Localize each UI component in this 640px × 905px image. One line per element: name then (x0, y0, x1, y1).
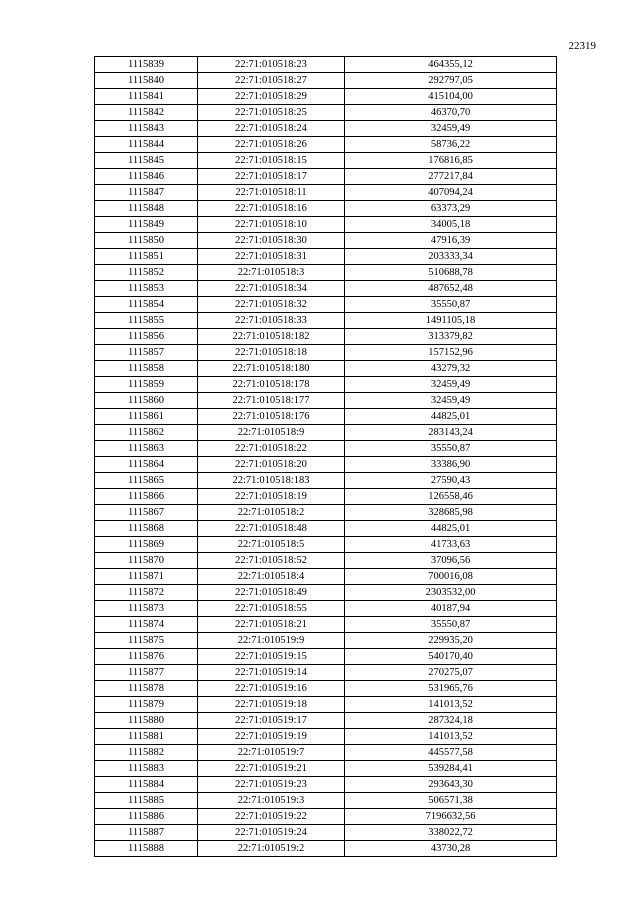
table-row (95, 489, 557, 505)
cadastral-number-cell: 22:71:010518:9 (198, 425, 345, 441)
record-number-cell: 1115868 (95, 521, 198, 537)
cadastral-number-cell: 22:71:010518:30 (198, 233, 345, 249)
cadastral-number-cell: 22:71:010519:16 (198, 681, 345, 697)
value-cell: 539284,41 (345, 761, 557, 777)
record-number-cell: 1115869 (95, 537, 198, 553)
record-number-cell: 1115879 (95, 697, 198, 713)
record-number-cell: 1115857 (95, 345, 198, 361)
cadastral-number-cell: 22:71:010519:14 (198, 665, 345, 681)
value-cell: 510688,78 (345, 265, 557, 281)
record-number-cell: 1115855 (95, 313, 198, 329)
cadastral-number-cell: 22:71:010518:16 (198, 201, 345, 217)
table-row (95, 681, 557, 697)
cadastral-number-cell: 22:71:010518:25 (198, 105, 345, 121)
cadastral-number-cell: 22:71:010518:32 (198, 297, 345, 313)
value-cell: 487652,48 (345, 281, 557, 297)
table-row (95, 217, 557, 233)
record-number-cell: 1115850 (95, 233, 198, 249)
cadastral-number-cell: 22:71:010518:27 (198, 73, 345, 89)
value-cell: 1491105,18 (345, 313, 557, 329)
value-cell: 176816,85 (345, 153, 557, 169)
record-number-cell: 1115880 (95, 713, 198, 729)
record-number-cell: 1115842 (95, 105, 198, 121)
table-row (95, 585, 557, 601)
cadastral-number-cell: 22:71:010518:31 (198, 249, 345, 265)
value-cell: 328685,98 (345, 505, 557, 521)
record-number-cell: 1115839 (95, 57, 198, 73)
table-body (95, 57, 557, 857)
value-cell: 292797,05 (345, 73, 557, 89)
cadastral-number-cell: 22:71:010519:9 (198, 633, 345, 649)
record-number-cell: 1115884 (95, 777, 198, 793)
cadastral-number-cell: 22:71:010518:182 (198, 329, 345, 345)
value-cell: 277217,84 (345, 169, 557, 185)
table-row (95, 569, 557, 585)
record-number-cell: 1115875 (95, 633, 198, 649)
table-row (95, 601, 557, 617)
table-row (95, 633, 557, 649)
record-number-cell: 1115840 (95, 73, 198, 89)
table-row (95, 121, 557, 137)
value-cell: 43279,32 (345, 361, 557, 377)
table-row (95, 361, 557, 377)
cadastral-number-cell: 22:71:010518:19 (198, 489, 345, 505)
table-row (95, 521, 557, 537)
record-number-cell: 1115847 (95, 185, 198, 201)
cadastral-number-cell: 22:71:010519:7 (198, 745, 345, 761)
record-number-cell: 1115883 (95, 761, 198, 777)
value-cell: 203333,34 (345, 249, 557, 265)
cadastral-number-cell: 22:71:010519:15 (198, 649, 345, 665)
cadastral-number-cell: 22:71:010519:22 (198, 809, 345, 825)
value-cell: 63373,29 (345, 201, 557, 217)
record-number-cell: 1115888 (95, 841, 198, 857)
table-row (95, 281, 557, 297)
record-number-cell: 1115843 (95, 121, 198, 137)
table-row (95, 473, 557, 489)
cadastral-number-cell: 22:71:010518:3 (198, 265, 345, 281)
value-cell: 40187,94 (345, 601, 557, 617)
cadastral-number-cell: 22:71:010518:176 (198, 409, 345, 425)
record-number-cell: 1115872 (95, 585, 198, 601)
table-row (95, 89, 557, 105)
value-cell: 47916,39 (345, 233, 557, 249)
cadastral-number-cell: 22:71:010518:52 (198, 553, 345, 569)
cadastral-number-cell: 22:71:010518:22 (198, 441, 345, 457)
table-row (95, 841, 557, 857)
value-cell: 35550,87 (345, 297, 557, 313)
value-cell: 2303532,00 (345, 585, 557, 601)
value-cell: 41733,63 (345, 537, 557, 553)
value-cell: 141013,52 (345, 729, 557, 745)
table-row (95, 233, 557, 249)
value-cell: 7196632,56 (345, 809, 557, 825)
record-number-cell: 1115887 (95, 825, 198, 841)
record-number-cell: 1115845 (95, 153, 198, 169)
cadastral-number-cell: 22:71:010518:10 (198, 217, 345, 233)
cadastral-number-cell: 22:71:010519:21 (198, 761, 345, 777)
cadastral-table (94, 56, 557, 857)
cadastral-number-cell: 22:71:010518:20 (198, 457, 345, 473)
cadastral-number-cell: 22:71:010518:178 (198, 377, 345, 393)
value-cell: 32459,49 (345, 377, 557, 393)
table-row (95, 425, 557, 441)
cadastral-number-cell: 22:71:010518:21 (198, 617, 345, 633)
cadastral-number-cell: 22:71:010519:2 (198, 841, 345, 857)
record-number-cell: 1115853 (95, 281, 198, 297)
record-number-cell: 1115864 (95, 457, 198, 473)
cadastral-number-cell: 22:71:010518:4 (198, 569, 345, 585)
record-number-cell: 1115865 (95, 473, 198, 489)
cadastral-number-cell: 22:71:010518:2 (198, 505, 345, 521)
value-cell: 34005,18 (345, 217, 557, 233)
table-row (95, 409, 557, 425)
record-number-cell: 1115861 (95, 409, 198, 425)
record-number-cell: 1115876 (95, 649, 198, 665)
table-row (95, 553, 557, 569)
table-row (95, 729, 557, 745)
value-cell: 32459,49 (345, 393, 557, 409)
table-row (95, 73, 557, 89)
table-row (95, 185, 557, 201)
cadastral-number-cell: 22:71:010518:5 (198, 537, 345, 553)
record-number-cell: 1115866 (95, 489, 198, 505)
value-cell: 313379,82 (345, 329, 557, 345)
record-number-cell: 1115874 (95, 617, 198, 633)
table-row (95, 777, 557, 793)
record-number-cell: 1115848 (95, 201, 198, 217)
record-number-cell: 1115867 (95, 505, 198, 521)
record-number-cell: 1115870 (95, 553, 198, 569)
cadastral-number-cell: 22:71:010518:23 (198, 57, 345, 73)
table-row (95, 153, 557, 169)
value-cell: 293643,30 (345, 777, 557, 793)
record-number-cell: 1115871 (95, 569, 198, 585)
value-cell: 32459,49 (345, 121, 557, 137)
cadastral-number-cell: 22:71:010518:180 (198, 361, 345, 377)
value-cell: 338022,72 (345, 825, 557, 841)
value-cell: 126558,46 (345, 489, 557, 505)
table-row (95, 57, 557, 73)
value-cell: 35550,87 (345, 617, 557, 633)
record-number-cell: 1115852 (95, 265, 198, 281)
table-row (95, 617, 557, 633)
cadastral-number-cell: 22:71:010518:34 (198, 281, 345, 297)
page-number: 22319 (568, 40, 596, 52)
cadastral-number-cell: 22:71:010519:3 (198, 793, 345, 809)
table-row (95, 745, 557, 761)
cadastral-number-cell: 22:71:010519:23 (198, 777, 345, 793)
record-number-cell: 1115881 (95, 729, 198, 745)
cadastral-number-cell: 22:71:010518:177 (198, 393, 345, 409)
cadastral-number-cell: 22:71:010518:33 (198, 313, 345, 329)
table-row (95, 761, 557, 777)
value-cell: 229935,20 (345, 633, 557, 649)
record-number-cell: 1115856 (95, 329, 198, 345)
value-cell: 540170,40 (345, 649, 557, 665)
value-cell: 141013,52 (345, 697, 557, 713)
value-cell: 531965,76 (345, 681, 557, 697)
table-row (95, 665, 557, 681)
value-cell: 37096,56 (345, 553, 557, 569)
value-cell: 58736,22 (345, 137, 557, 153)
record-number-cell: 1115863 (95, 441, 198, 457)
table-row (95, 649, 557, 665)
value-cell: 270275,07 (345, 665, 557, 681)
cadastral-number-cell: 22:71:010518:48 (198, 521, 345, 537)
cadastral-number-cell: 22:71:010518:55 (198, 601, 345, 617)
record-number-cell: 1115877 (95, 665, 198, 681)
table-row (95, 201, 557, 217)
table-row (95, 297, 557, 313)
value-cell: 157152,96 (345, 345, 557, 361)
cadastral-number-cell: 22:71:010518:49 (198, 585, 345, 601)
table-row (95, 105, 557, 121)
value-cell: 33386,90 (345, 457, 557, 473)
value-cell: 445577,58 (345, 745, 557, 761)
cadastral-number-cell: 22:71:010518:24 (198, 121, 345, 137)
value-cell: 46370,70 (345, 105, 557, 121)
record-number-cell: 1115873 (95, 601, 198, 617)
table-row (95, 793, 557, 809)
value-cell: 700016,08 (345, 569, 557, 585)
value-cell: 464355,12 (345, 57, 557, 73)
cadastral-number-cell: 22:71:010518:17 (198, 169, 345, 185)
value-cell: 506571,38 (345, 793, 557, 809)
record-number-cell: 1115878 (95, 681, 198, 697)
cadastral-number-cell: 22:71:010518:11 (198, 185, 345, 201)
table-row (95, 377, 557, 393)
record-number-cell: 1115885 (95, 793, 198, 809)
value-cell: 43730,28 (345, 841, 557, 857)
table-row (95, 393, 557, 409)
cadastral-number-cell: 22:71:010518:26 (198, 137, 345, 153)
record-number-cell: 1115841 (95, 89, 198, 105)
table-row (95, 457, 557, 473)
record-number-cell: 1115849 (95, 217, 198, 233)
record-number-cell: 1115846 (95, 169, 198, 185)
table-row (95, 329, 557, 345)
record-number-cell: 1115860 (95, 393, 198, 409)
table-row (95, 249, 557, 265)
record-number-cell: 1115854 (95, 297, 198, 313)
cadastral-number-cell: 22:71:010519:24 (198, 825, 345, 841)
table-row (95, 537, 557, 553)
table-row (95, 345, 557, 361)
table-row (95, 825, 557, 841)
table-row (95, 313, 557, 329)
record-number-cell: 1115858 (95, 361, 198, 377)
value-cell: 415104,00 (345, 89, 557, 105)
record-number-cell: 1115882 (95, 745, 198, 761)
table-row (95, 169, 557, 185)
record-number-cell: 1115862 (95, 425, 198, 441)
table-row (95, 265, 557, 281)
cadastral-number-cell: 22:71:010518:18 (198, 345, 345, 361)
cadastral-number-cell: 22:71:010519:17 (198, 713, 345, 729)
value-cell: 283143,24 (345, 425, 557, 441)
record-number-cell: 1115886 (95, 809, 198, 825)
cadastral-number-cell: 22:71:010518:183 (198, 473, 345, 489)
table-row (95, 505, 557, 521)
value-cell: 407094,24 (345, 185, 557, 201)
value-cell: 44825,01 (345, 521, 557, 537)
record-number-cell: 1115844 (95, 137, 198, 153)
record-number-cell: 1115859 (95, 377, 198, 393)
cadastral-number-cell: 22:71:010519:19 (198, 729, 345, 745)
cadastral-number-cell: 22:71:010519:18 (198, 697, 345, 713)
table-row (95, 809, 557, 825)
table-row (95, 697, 557, 713)
value-cell: 35550,87 (345, 441, 557, 457)
record-number-cell: 1115851 (95, 249, 198, 265)
table-row (95, 137, 557, 153)
value-cell: 287324,18 (345, 713, 557, 729)
value-cell: 27590,43 (345, 473, 557, 489)
cadastral-number-cell: 22:71:010518:15 (198, 153, 345, 169)
value-cell: 44825,01 (345, 409, 557, 425)
table-row (95, 441, 557, 457)
cadastral-number-cell: 22:71:010518:29 (198, 89, 345, 105)
table-row (95, 713, 557, 729)
